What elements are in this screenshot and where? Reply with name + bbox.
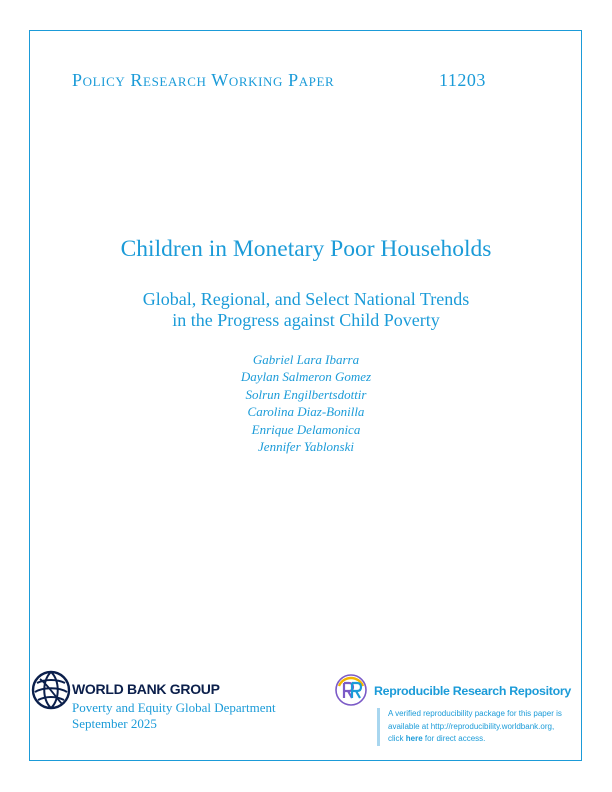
reproducibility-note	[377, 708, 582, 746]
author-name: Enrique Delamonica	[251, 421, 361, 437]
world-bank-globe-icon	[31, 670, 71, 710]
organization-name: WORLD BANK GROUP	[72, 681, 220, 697]
series-title: Policy Research Working Paper	[72, 70, 335, 90]
author-name: Daylan Salmeron Gomez	[240, 369, 372, 385]
note-line-1: A verified reproducibility package for this paper is	[388, 709, 562, 718]
rr-logo-icon	[335, 674, 367, 706]
subtitle-line-1: Global, Regional, and Select National Trends	[142, 289, 470, 309]
paper-subtitle	[0, 289, 612, 331]
author-list	[0, 351, 612, 455]
author-name: Jennifer Yablonski	[258, 439, 354, 455]
paper-number: 11203	[439, 70, 486, 90]
note-line-3	[388, 733, 582, 746]
author-name: Solrun Engilbertsdottir	[245, 386, 367, 402]
note-click-text: click	[388, 734, 406, 743]
repository-name: Reproducible Research Repository	[374, 684, 571, 698]
note-access-text: for direct access.	[422, 734, 486, 743]
subtitle-line-2: in the Progress against Child Poverty	[172, 310, 440, 330]
note-line-2: available at http://reproducibility.worldbank.org,	[388, 721, 555, 731]
department-name: Poverty and Equity Global Department	[72, 700, 276, 715]
here-link[interactable]: here	[405, 734, 423, 743]
author-name: Gabriel Lara Ibarra	[252, 352, 360, 367]
author-name: Carolina Diaz-Bonilla	[247, 404, 365, 420]
paper-title: Children in Monetary Poor Households	[120, 236, 492, 262]
department-info	[72, 700, 276, 732]
publication-date: September 2025	[72, 716, 157, 731]
